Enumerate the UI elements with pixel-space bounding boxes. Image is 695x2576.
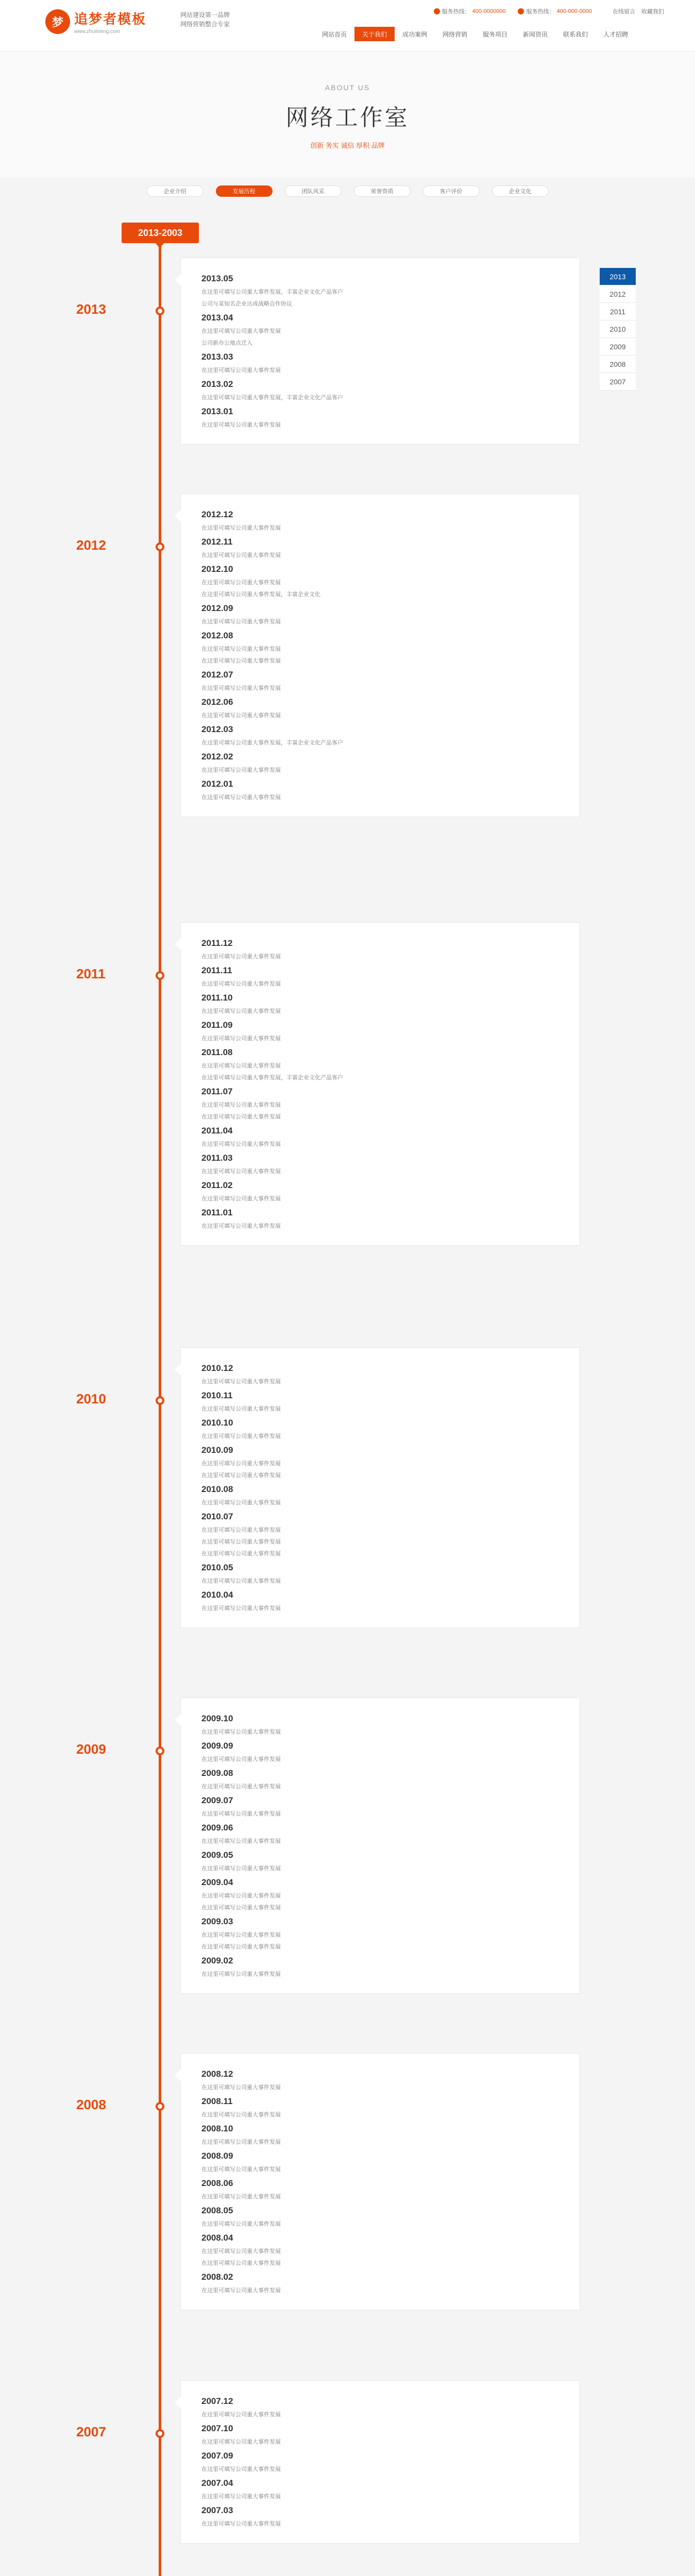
event-description: 在这里可填写公司重大事件发展 <box>201 580 281 586</box>
timeline-dot <box>156 2102 164 2111</box>
event-description: 在这里可填写公司重大事件发展 <box>201 1141 281 1147</box>
event-date: 2011.12 <box>201 938 233 948</box>
event-description: 在这里可填写公司重大事件发展 <box>201 2221 281 2227</box>
event-date: 2012.12 <box>201 510 233 519</box>
event-description: 在这里可填写公司重大事件发展 <box>201 1756 281 1762</box>
event-date: 2013.04 <box>201 313 233 323</box>
event-description: 在这里可填写公司重大事件发展 <box>201 2287 281 2294</box>
event-description: 在这里可填写公司重大事件发展 <box>201 2260 281 2266</box>
event-date: 2010.12 <box>201 1363 233 1373</box>
event-date: 2009.10 <box>201 1714 233 1723</box>
event-description: 在这里可填写公司重大事件发展 <box>201 713 281 719</box>
banner-en: ABOUT US <box>325 83 370 92</box>
subnav-item[interactable]: 企业文化 <box>492 185 549 197</box>
year-side-nav <box>600 268 636 391</box>
side-year-item[interactable]: 2007 <box>600 373 636 391</box>
event-date: 2013.02 <box>201 379 233 389</box>
event-description: 在这里可填写公司重大事件发展，丰富企业文化 <box>201 591 320 598</box>
event-date: 2010.07 <box>201 1512 233 1521</box>
hotline-number: 400-0000000 <box>472 8 506 14</box>
event-description: 在这里可填写公司重大事件发展 <box>201 1971 281 1977</box>
side-year-item[interactable]: 2012 <box>600 285 636 303</box>
nav-item[interactable]: 人才招聘 <box>603 30 628 38</box>
side-year-item[interactable]: 2011 <box>600 303 636 320</box>
timeline-year-label: 2013 <box>76 301 106 317</box>
event-description: 在这里可填写公司重大事件发展 <box>201 1838 281 1844</box>
event-description: 在这里可填写公司重大事件发展 <box>201 525 281 531</box>
logo[interactable] <box>45 6 159 37</box>
event-date: 2008.02 <box>201 2272 233 2282</box>
event-date: 2010.10 <box>201 1418 233 1428</box>
event-description: 在这里可填写公司重大事件发展 <box>201 619 281 625</box>
subnav-item[interactable]: 荣誉资质 <box>354 185 411 197</box>
event-description: 在这里可填写公司重大事件发展 <box>201 1500 281 1506</box>
timeline-dot <box>156 2429 164 2438</box>
main-nav <box>314 27 636 41</box>
event-description: 在这里可填写公司重大事件发展 <box>201 1811 281 1817</box>
event-date: 2008.05 <box>201 2206 233 2215</box>
event-description: 在这里可填写公司重大事件发展 <box>201 1433 281 1439</box>
hotline-1 <box>434 7 506 15</box>
event-description: 在这里可填写公司重大事件发展 <box>201 646 281 652</box>
nav-item[interactable]: 网站首页 <box>321 30 347 38</box>
timeline-year-label: 2011 <box>76 966 106 981</box>
nav-item[interactable]: 新闻资讯 <box>522 30 548 38</box>
event-date: 2009.06 <box>201 1823 233 1833</box>
event-description: 在这里可填写公司重大事件发展，丰富企业文化产品客户 <box>201 395 343 401</box>
event-description: 在这里可填写公司重大事件发展 <box>201 1539 281 1545</box>
event-date: 2012.01 <box>201 779 233 789</box>
event-date: 2011.11 <box>201 965 232 975</box>
event-description: 在这里可填写公司重大事件发展 <box>201 1063 281 1069</box>
side-year-item[interactable]: 2013 <box>600 268 636 285</box>
hotline-number: 400-000-0000 <box>556 8 592 14</box>
event-description: 在这里可填写公司重大事件发展 <box>201 1168 281 1175</box>
nav-item[interactable]: 网络营销 <box>442 30 467 38</box>
timeline-dot <box>156 307 164 315</box>
event-date: 2007.10 <box>201 2424 233 2433</box>
timeline-year-card <box>180 1347 580 1628</box>
event-description: 在这里可填写公司重大事件发展 <box>201 1036 281 1042</box>
event-description: 在这里可填写公司重大事件发展 <box>201 1944 281 1950</box>
slogan <box>180 10 230 29</box>
timeline-year-label: 2010 <box>76 1391 106 1406</box>
event-description: 在这里可填写公司重大事件发展 <box>201 1223 281 1229</box>
event-description: 在这里可填写公司重大事件发展 <box>201 1461 281 1467</box>
event-description: 在这里可填写公司重大事件发展 <box>201 328 281 334</box>
timeline-year-card <box>180 2053 580 2310</box>
timeline-dot <box>156 1747 164 1755</box>
event-description: 公司与某知名企业达成战略合作协议 <box>201 301 292 307</box>
event-description: 在这里可填写公司重大事件发展 <box>201 1196 281 1202</box>
nav-item[interactable]: 联系我们 <box>563 30 588 38</box>
event-date: 2011.09 <box>201 1020 233 1030</box>
event-date: 2009.05 <box>201 1850 233 1860</box>
event-description: 在这里可填写公司重大事件发展 <box>201 2466 281 2472</box>
event-description: 在这里可填写公司重大事件发展 <box>201 2248 281 2255</box>
timeline-year-card <box>180 922 580 1246</box>
event-description: 在这里可填写公司重大事件发展 <box>201 794 281 801</box>
event-description: 在这里可填写公司重大事件发展 <box>201 2194 281 2200</box>
event-description: 在这里可填写公司重大事件发展 <box>201 954 281 960</box>
event-date: 2008.10 <box>201 2124 233 2133</box>
timeline-dot <box>156 1396 164 1405</box>
event-date: 2012.09 <box>201 603 233 613</box>
page-banner <box>0 52 695 178</box>
event-description: 在这里可填写公司重大事件发展 <box>201 552 281 558</box>
timeline-year-card <box>180 2380 580 2544</box>
event-date: 2012.03 <box>201 724 233 734</box>
event-date: 2009.02 <box>201 1956 233 1965</box>
logo-subtitle: www.zhuimeng.com <box>74 29 120 35</box>
page-title: 网络工作室 <box>285 105 410 130</box>
event-date: 2011.10 <box>201 993 233 1003</box>
event-date: 2008.12 <box>201 2069 233 2079</box>
event-date: 2007.12 <box>201 2396 233 2406</box>
event-description: 在这里可填写公司重大事件发展，丰富企业文化产品客户 <box>201 289 343 295</box>
event-description: 在这里可填写公司重大事件发展 <box>201 2112 281 2118</box>
event-date: 2011.02 <box>201 1180 233 1190</box>
event-description: 在这里可填写公司重大事件发展 <box>201 981 281 987</box>
event-description: 在这里可填写公司重大事件发展 <box>201 1905 281 1911</box>
event-description: 在这里可填写公司重大事件发展 <box>201 658 281 664</box>
event-description: 在这里可填写公司重大事件发展 <box>201 1729 281 1735</box>
event-description: 在这里可填写公司重大事件发展 <box>201 367 281 374</box>
event-date: 2010.08 <box>201 1484 233 1494</box>
event-description: 在这里可填写公司重大事件发展 <box>201 2494 281 2500</box>
timeline-range-badge: 2013-2003 <box>122 223 199 243</box>
bookmark-link[interactable]: 收藏我们 <box>641 9 664 15</box>
event-description: 在这里可填写公司重大事件发展 <box>201 2439 281 2445</box>
event-date: 2012.11 <box>201 537 233 547</box>
timeline-dot <box>156 543 164 551</box>
nav-item[interactable]: 成功案例 <box>402 30 427 38</box>
event-description: 在这里可填写公司重大事件发展 <box>201 1551 281 1557</box>
side-year-item[interactable]: 2008 <box>600 355 636 373</box>
timeline-year-label: 2007 <box>76 2424 106 2439</box>
event-date: 2012.02 <box>201 752 233 761</box>
event-description: 在这里可填写公司重大事件发展 <box>201 2521 281 2527</box>
header <box>0 0 695 52</box>
subnav-item[interactable]: 团队风采 <box>285 185 342 197</box>
event-description: 在这里可填写公司重大事件发展 <box>201 1578 281 1584</box>
timeline-year-label: 2012 <box>76 537 106 553</box>
banner-subtitle: 创新 务实 诚信 厚积 品牌 <box>310 142 385 149</box>
event-description: 在这里可填写公司重大事件发展，丰富企业文化产品客户 <box>201 1075 343 1081</box>
event-date: 2011.08 <box>201 1047 233 1057</box>
event-date: 2012.07 <box>201 670 233 680</box>
event-date: 2007.03 <box>201 2505 233 2515</box>
event-date: 2008.06 <box>201 2178 233 2188</box>
event-description: 在这里可填写公司重大事件发展 <box>201 2412 281 2418</box>
timeline-dot <box>156 971 164 980</box>
subnav-item[interactable]: 客户评价 <box>423 185 480 197</box>
event-date: 2010.05 <box>201 1563 233 1572</box>
subnav-item[interactable]: 发展历程 <box>216 185 273 197</box>
event-description: 在这里可填写公司重大事件发展 <box>201 1379 281 1385</box>
event-description: 在这里可填写公司重大事件发展 <box>201 685 281 691</box>
timeline-year-label: 2008 <box>76 2097 106 2112</box>
event-date: 2008.09 <box>201 2151 233 2161</box>
timeline-year-card <box>180 258 580 445</box>
event-date: 2011.04 <box>201 1126 233 1136</box>
event-description: 公司新办公地点迁入 <box>201 340 252 346</box>
phone-icon <box>434 8 440 14</box>
event-date: 2007.04 <box>201 2478 233 2488</box>
event-date: 2010.04 <box>201 1590 233 1600</box>
timeline-year-card <box>180 494 580 817</box>
event-date: 2011.07 <box>201 1087 233 1096</box>
event-date: 2010.11 <box>201 1391 233 1400</box>
event-description: 在这里可填写公司重大事件发展 <box>201 1932 281 1938</box>
event-description: 在这里可填写公司重大事件发展，丰富企业文化产品客户 <box>201 740 343 746</box>
slogan-line-1: 网站建设第一品牌 <box>180 11 230 19</box>
slogan-line-2: 网络营销整合专家 <box>180 21 230 28</box>
hotline-label: 服务热线： <box>442 9 470 15</box>
event-date: 2013.01 <box>201 406 233 416</box>
event-date: 2010.09 <box>201 1445 233 1455</box>
side-year-item[interactable]: 2009 <box>600 338 636 355</box>
event-date: 2007.09 <box>201 2451 233 2461</box>
event-description: 在这里可填写公司重大事件发展 <box>201 1605 281 1612</box>
event-description: 在这里可填写公司重大事件发展 <box>201 2139 281 2145</box>
hotline-label: 服务热线： <box>526 9 555 15</box>
side-year-item[interactable]: 2010 <box>600 320 636 338</box>
hotline-2 <box>518 7 592 15</box>
event-description: 在这里可填写公司重大事件发展 <box>201 1527 281 1533</box>
message-link[interactable]: 在线留言 <box>613 9 635 15</box>
event-description: 在这里可填写公司重大事件发展 <box>201 1472 281 1479</box>
event-description: 在这里可填写公司重大事件发展 <box>201 2166 281 2173</box>
hotlines <box>434 7 592 15</box>
event-date: 2009.08 <box>201 1768 233 1778</box>
event-description: 在这里可填写公司重大事件发展 <box>201 767 281 773</box>
event-description: 在这里可填写公司重大事件发展 <box>201 1406 281 1412</box>
timeline-year-card <box>180 1698 580 1994</box>
top-links <box>613 7 664 15</box>
logo-title: 追梦者模板 <box>74 11 147 27</box>
event-date: 2008.11 <box>201 2096 233 2106</box>
event-date: 2011.03 <box>201 1153 233 1163</box>
subnav-item[interactable]: 企业介绍 <box>147 185 204 197</box>
logo-mark: 梦 <box>45 9 70 34</box>
event-date: 2009.09 <box>201 1741 233 1751</box>
timeline-year-label: 2009 <box>76 1741 106 1757</box>
event-date: 2012.10 <box>201 564 233 574</box>
event-date: 2012.08 <box>201 631 233 640</box>
nav-item[interactable]: 关于我们 <box>354 27 395 41</box>
event-date: 2012.06 <box>201 697 233 707</box>
event-description: 在这里可填写公司重大事件发展 <box>201 1784 281 1790</box>
event-date: 2013.05 <box>201 274 233 283</box>
event-description: 在这里可填写公司重大事件发展 <box>201 2084 281 2091</box>
event-description: 在这里可填写公司重大事件发展 <box>201 1114 281 1120</box>
event-date: 2013.03 <box>201 352 233 362</box>
event-description: 在这里可填写公司重大事件发展 <box>201 1008 281 1014</box>
sub-nav <box>0 185 695 197</box>
event-description: 在这里可填写公司重大事件发展 <box>201 1866 281 1872</box>
event-date: 2009.07 <box>201 1795 233 1805</box>
nav-item[interactable]: 服务项目 <box>482 30 507 38</box>
timeline-line <box>159 237 161 2576</box>
event-description: 在这里可填写公司重大事件发展 <box>201 1102 281 1108</box>
event-date: 2008.04 <box>201 2233 233 2243</box>
event-date: 2009.04 <box>201 1877 233 1887</box>
phone-icon <box>518 8 524 14</box>
event-date: 2009.03 <box>201 1917 233 1926</box>
event-date: 2011.01 <box>201 1208 233 1217</box>
event-description: 在这里可填写公司重大事件发展 <box>201 1893 281 1899</box>
event-description: 在这里可填写公司重大事件发展 <box>201 422 281 428</box>
